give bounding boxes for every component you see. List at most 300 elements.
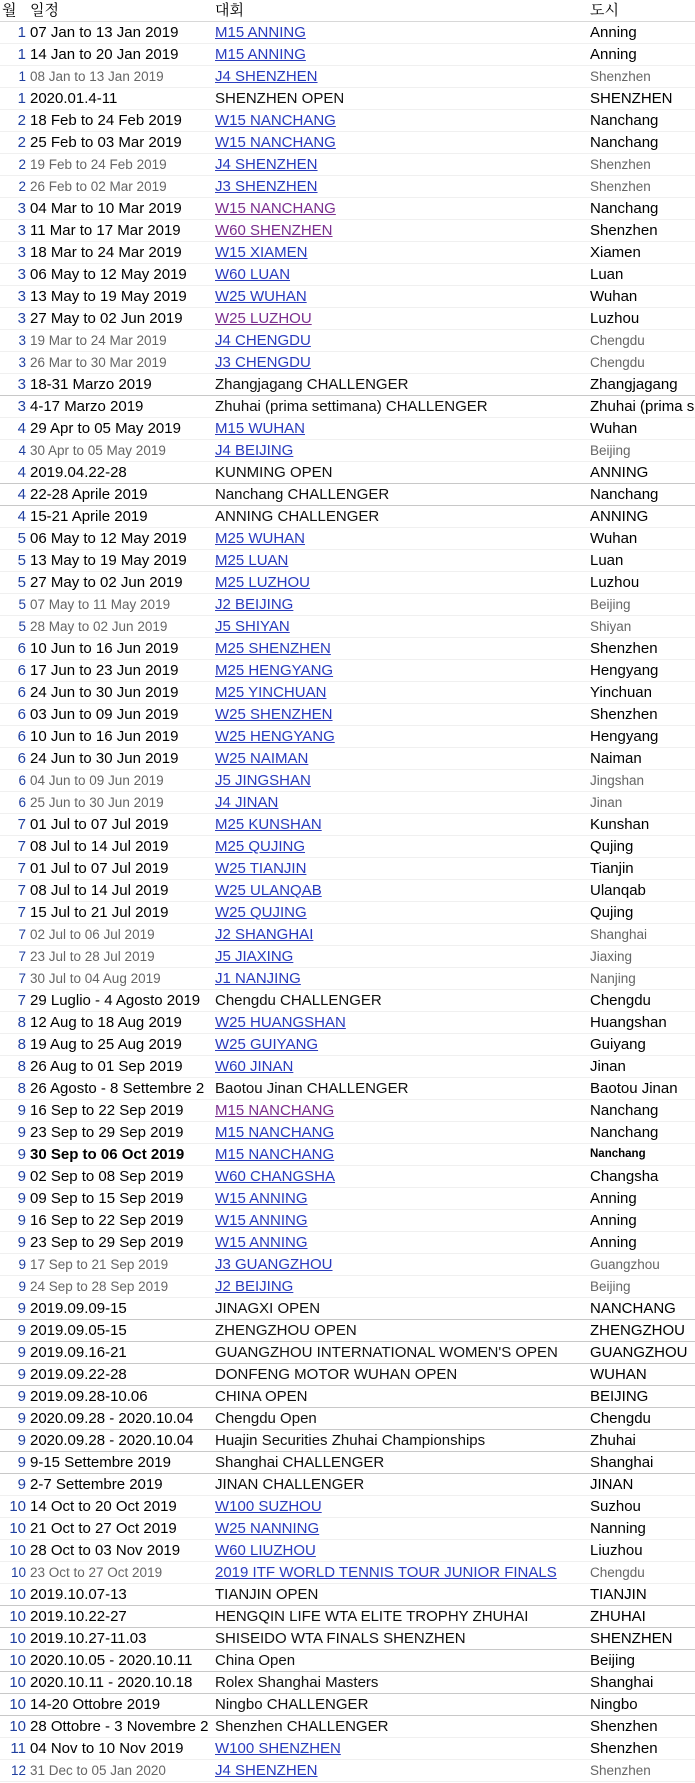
table-row <box>0 1540 695 1562</box>
tournament-link[interactable]: J4 SHENZHEN <box>215 156 318 173</box>
city-cell: Zhuhai (prima s <box>588 396 695 418</box>
month-cell: 3 <box>0 220 28 242</box>
tournament-link[interactable]: M15 ANNING <box>215 46 306 63</box>
tournament-link[interactable]: W60 LUAN <box>215 266 291 283</box>
month-cell: 9 <box>0 1100 28 1122</box>
date-cell: 22-28 Aprile 2019 <box>28 484 213 506</box>
tournament-cell <box>213 1210 588 1232</box>
month-cell: 5 <box>0 616 28 638</box>
table-row <box>0 1738 695 1760</box>
tournament-link[interactable]: M15 NANCHANG <box>215 1146 335 1163</box>
table-row <box>0 1122 695 1144</box>
table-row <box>0 594 695 616</box>
date-cell: 2020.01.4-11 <box>28 88 213 110</box>
tournament-link[interactable]: W100 SUZHOU <box>215 1498 322 1515</box>
tournament-link[interactable]: J4 CHENGDU <box>215 332 311 349</box>
table-row <box>0 1430 695 1452</box>
table-row <box>0 1716 695 1738</box>
date-cell: 2020.09.28 - 2020.10.04 <box>28 1430 213 1452</box>
tournament-link[interactable]: W25 SHENZHEN <box>215 706 333 723</box>
table-row <box>0 528 695 550</box>
tournament-cell <box>213 770 588 792</box>
city-cell: Shenzhen <box>588 176 695 198</box>
tournament-cell <box>213 1298 588 1320</box>
tournament-cell <box>213 1430 588 1452</box>
tournament-link[interactable]: J2 BEIJING <box>215 1278 294 1295</box>
month-cell: 3 <box>0 242 28 264</box>
tournament-name: JINAGXI OPEN <box>215 1300 321 1317</box>
date-cell: 28 May to 02 Jun 2019 <box>28 616 213 638</box>
tournament-link[interactable]: J3 GUANGZHOU <box>215 1256 333 1273</box>
table-row <box>0 1628 695 1650</box>
tournament-link[interactable]: W60 JINAN <box>215 1058 294 1075</box>
date-cell: 01 Jul to 07 Jul 2019 <box>28 858 213 880</box>
date-cell: 24 Sep to 28 Sep 2019 <box>28 1276 213 1298</box>
tournament-link[interactable]: M25 HENGYANG <box>215 662 334 679</box>
city-cell: Qujing <box>588 902 695 924</box>
tournament-name: ZHENGZHOU OPEN <box>215 1322 357 1339</box>
table-row <box>0 990 695 1012</box>
date-cell: 12 Aug to 18 Aug 2019 <box>28 1012 213 1034</box>
city-cell: Wuhan <box>588 418 695 440</box>
tournament-link[interactable]: W25 QUJING <box>215 904 307 921</box>
month-cell: 9 <box>0 1122 28 1144</box>
date-cell: 2019.10.22-27 <box>28 1606 213 1628</box>
header-tournament: 대회 <box>213 0 588 22</box>
city-cell: Kunshan <box>588 814 695 836</box>
date-cell: 08 Jul to 14 Jul 2019 <box>28 836 213 858</box>
table-row <box>0 176 695 198</box>
tournament-link[interactable]: W15 ANNING <box>215 1190 308 1207</box>
tournament-cell <box>213 1474 588 1496</box>
city-cell: Luzhou <box>588 572 695 594</box>
date-cell: 27 May to 02 Jun 2019 <box>28 308 213 330</box>
city-cell: Guiyang <box>588 1034 695 1056</box>
tournament-cell <box>213 484 588 506</box>
date-cell: 15-21 Aprile 2019 <box>28 506 213 528</box>
tournament-cell <box>213 308 588 330</box>
month-cell: 9 <box>0 1342 28 1364</box>
city-cell: ANNING <box>588 462 695 484</box>
table-row <box>0 1518 695 1540</box>
tournament-link[interactable]: W15 ANNING <box>215 1234 308 1251</box>
tournament-name: CHINA OPEN <box>215 1388 308 1405</box>
date-cell: 26 Feb to 02 Mar 2019 <box>28 176 213 198</box>
tournament-cell <box>213 1342 588 1364</box>
city-cell: ZHUHAI <box>588 1606 695 1628</box>
table-row <box>0 968 695 990</box>
date-cell: 02 Jul to 06 Jul 2019 <box>28 924 213 946</box>
tournament-link[interactable]: J4 SHENZHEN <box>215 68 318 85</box>
month-cell: 9 <box>0 1452 28 1474</box>
city-cell: Xiamen <box>588 242 695 264</box>
date-cell: 2019.04.22-28 <box>28 462 213 484</box>
tournament-cell <box>213 1144 588 1166</box>
header-row <box>0 0 695 22</box>
city-cell: Beijing <box>588 594 695 616</box>
date-cell: 13 May to 19 May 2019 <box>28 286 213 308</box>
month-cell: 9 <box>0 1210 28 1232</box>
month-cell: 9 <box>0 1298 28 1320</box>
tournament-cell <box>213 836 588 858</box>
month-cell: 11 <box>0 1738 28 1760</box>
date-cell: 26 Aug to 01 Sep 2019 <box>28 1056 213 1078</box>
tournament-link[interactable]: M25 YINCHUAN <box>215 684 327 701</box>
tournament-cell <box>213 1584 588 1606</box>
city-cell: Nanchang <box>588 1100 695 1122</box>
city-cell: Shenzhen <box>588 638 695 660</box>
tournament-cell <box>213 1232 588 1254</box>
tournament-link[interactable]: J5 SHIYAN <box>215 618 290 635</box>
tournament-link[interactable]: J4 JINAN <box>215 794 279 811</box>
city-cell: Luan <box>588 264 695 286</box>
month-cell: 3 <box>0 330 28 352</box>
tournament-cell <box>213 198 588 220</box>
date-cell: 25 Jun to 30 Jun 2019 <box>28 792 213 814</box>
tournament-link[interactable]: W25 HUANGSHAN <box>215 1014 346 1031</box>
city-cell: Anning <box>588 44 695 66</box>
city-cell: Anning <box>588 1210 695 1232</box>
table-row <box>0 1650 695 1672</box>
tournament-cell <box>213 1606 588 1628</box>
month-cell: 6 <box>0 748 28 770</box>
tournament-link[interactable]: W25 GUIYANG <box>215 1036 319 1053</box>
month-cell: 3 <box>0 264 28 286</box>
city-cell: Nanjing <box>588 968 695 990</box>
city-cell: Changsha <box>588 1166 695 1188</box>
city-cell: Wuhan <box>588 528 695 550</box>
tournament-name: DONFENG MOTOR WUHAN OPEN <box>215 1366 458 1383</box>
tournament-cell <box>213 396 588 418</box>
tournament-link[interactable]: J5 JINGSHAN <box>215 772 311 789</box>
month-cell: 9 <box>0 1430 28 1452</box>
date-cell: 06 May to 12 May 2019 <box>28 528 213 550</box>
tournament-link[interactable]: W25 TIANJIN <box>215 860 307 877</box>
city-cell: Anning <box>588 1188 695 1210</box>
tournament-name: Chengdu CHALLENGER <box>215 992 382 1009</box>
month-cell: 10 <box>0 1540 28 1562</box>
tournament-name: Huajin Securities Zhuhai Championships <box>215 1432 486 1449</box>
tournament-cell <box>213 1452 588 1474</box>
table-row <box>0 1100 695 1122</box>
table-row <box>0 1584 695 1606</box>
date-cell: 09 Sep to 15 Sep 2019 <box>28 1188 213 1210</box>
tournament-name: TIANJIN OPEN <box>215 1586 319 1603</box>
city-cell: Shiyan <box>588 616 695 638</box>
date-cell: 02 Sep to 08 Sep 2019 <box>28 1166 213 1188</box>
date-cell: 23 Sep to 29 Sep 2019 <box>28 1122 213 1144</box>
city-cell: Beijing <box>588 1650 695 1672</box>
tournament-link[interactable]: W15 XIAMEN <box>215 244 308 261</box>
month-cell: 9 <box>0 1254 28 1276</box>
city-cell: ANNING <box>588 506 695 528</box>
tournament-link[interactable]: M25 LUAN <box>215 552 289 569</box>
table-row <box>0 880 695 902</box>
month-cell: 6 <box>0 638 28 660</box>
city-cell: Beijing <box>588 1276 695 1298</box>
month-cell: 1 <box>0 66 28 88</box>
date-cell: 04 Jun to 09 Jun 2019 <box>28 770 213 792</box>
tournament-link[interactable]: 2019 ITF WORLD TENNIS TOUR JUNIOR FINALS <box>215 1564 557 1581</box>
city-cell: Shenzhen <box>588 66 695 88</box>
table-row <box>0 1694 695 1716</box>
tournament-link[interactable]: J2 BEIJING <box>215 596 294 613</box>
city-cell: TIANJIN <box>588 1584 695 1606</box>
date-cell: 23 Sep to 29 Sep 2019 <box>28 1232 213 1254</box>
table-row <box>0 616 695 638</box>
date-cell: 10 Jun to 16 Jun 2019 <box>28 726 213 748</box>
tournament-cell <box>213 1078 588 1100</box>
tournament-link[interactable]: J2 SHANGHAI <box>215 926 314 943</box>
tournament-cell <box>213 1760 588 1782</box>
month-cell: 8 <box>0 1056 28 1078</box>
month-cell: 10 <box>0 1496 28 1518</box>
tournament-link[interactable]: W100 SHENZHEN <box>215 1740 341 1757</box>
table-row <box>0 1144 695 1166</box>
tournament-link[interactable]: W60 LIUZHOU <box>215 1542 316 1559</box>
city-cell: BEIJING <box>588 1386 695 1408</box>
tournament-link[interactable]: M15 ANNING <box>215 24 306 41</box>
table-row <box>0 374 695 396</box>
table-row <box>0 396 695 418</box>
date-cell: 04 Nov to 10 Nov 2019 <box>28 1738 213 1760</box>
month-cell: 10 <box>0 1562 28 1584</box>
city-cell: Shenzhen <box>588 154 695 176</box>
table-row <box>0 132 695 154</box>
tournament-cell <box>213 528 588 550</box>
date-cell: 13 May to 19 May 2019 <box>28 550 213 572</box>
tournament-link[interactable]: W15 NANCHANG <box>215 112 336 129</box>
tournament-link[interactable]: W25 WUHAN <box>215 288 307 305</box>
month-cell: 2 <box>0 132 28 154</box>
tournament-cell <box>213 242 588 264</box>
tournament-name: HENGQIN LIFE WTA ELITE TROPHY ZHUHAI <box>215 1608 529 1625</box>
month-cell: 6 <box>0 770 28 792</box>
month-cell: 8 <box>0 1034 28 1056</box>
date-cell: 2019.10.07-13 <box>28 1584 213 1606</box>
tournament-link[interactable]: W25 ULANQAB <box>215 882 322 899</box>
table-row <box>0 572 695 594</box>
date-cell: 08 Jan to 13 Jan 2019 <box>28 66 213 88</box>
table-row <box>0 1562 695 1584</box>
city-cell: Baotou Jinan <box>588 1078 695 1100</box>
date-cell: 14-20 Ottobre 2019 <box>28 1694 213 1716</box>
tournament-link[interactable]: J4 SHENZHEN <box>215 1762 318 1779</box>
date-cell: 11 Mar to 17 Mar 2019 <box>28 220 213 242</box>
city-cell: Liuzhou <box>588 1540 695 1562</box>
date-cell: 16 Sep to 22 Sep 2019 <box>28 1100 213 1122</box>
table-row <box>0 462 695 484</box>
tournament-link[interactable]: J4 BEIJING <box>215 442 294 459</box>
date-cell: 07 Jan to 13 Jan 2019 <box>28 22 213 44</box>
date-cell: 2-7 Settembre 2019 <box>28 1474 213 1496</box>
date-cell: 21 Oct to 27 Oct 2019 <box>28 1518 213 1540</box>
tournament-link[interactable]: M15 NANCHANG <box>215 1124 335 1141</box>
city-cell: Qujing <box>588 836 695 858</box>
date-cell: 06 May to 12 May 2019 <box>28 264 213 286</box>
table-row <box>0 286 695 308</box>
month-cell: 10 <box>0 1628 28 1650</box>
month-cell: 7 <box>0 836 28 858</box>
month-cell: 2 <box>0 176 28 198</box>
tournament-link[interactable]: M25 SHENZHEN <box>215 640 331 657</box>
table-row <box>0 550 695 572</box>
month-cell: 3 <box>0 352 28 374</box>
tournament-cell <box>213 110 588 132</box>
tournament-cell <box>213 946 588 968</box>
month-cell: 5 <box>0 550 28 572</box>
date-cell: 29 Luglio - 4 Agosto 2019 <box>28 990 213 1012</box>
tournament-cell <box>213 462 588 484</box>
table-row <box>0 484 695 506</box>
table-row <box>0 638 695 660</box>
table-row <box>0 1606 695 1628</box>
table-row <box>0 88 695 110</box>
table-row <box>0 1320 695 1342</box>
date-cell: 2019.09.28-10.06 <box>28 1386 213 1408</box>
tournament-cell <box>213 748 588 770</box>
month-cell: 7 <box>0 858 28 880</box>
tournament-name: Baotou Jinan CHALLENGER <box>215 1080 409 1097</box>
city-cell: Naiman <box>588 748 695 770</box>
date-cell: 14 Jan to 20 Jan 2019 <box>28 44 213 66</box>
table-row <box>0 1210 695 1232</box>
tournament-link[interactable]: W25 NAIMAN <box>215 750 309 767</box>
date-cell: 16 Sep to 22 Sep 2019 <box>28 1210 213 1232</box>
tournament-name: SHISEIDO WTA FINALS SHENZHEN <box>215 1630 466 1647</box>
table-row <box>0 726 695 748</box>
month-cell: 8 <box>0 1078 28 1100</box>
month-cell: 4 <box>0 484 28 506</box>
month-cell: 10 <box>0 1518 28 1540</box>
table-row <box>0 858 695 880</box>
table-row <box>0 946 695 968</box>
tournament-link[interactable]: W25 NANNING <box>215 1520 320 1537</box>
date-cell: 2020.09.28 - 2020.10.04 <box>28 1408 213 1430</box>
month-cell: 9 <box>0 1320 28 1342</box>
tournament-name: China Open <box>215 1652 296 1669</box>
tournament-cell <box>213 1716 588 1738</box>
city-cell: Zhangjagang <box>588 374 695 396</box>
month-cell: 10 <box>0 1716 28 1738</box>
city-cell: Shenzhen <box>588 1716 695 1738</box>
tournament-cell <box>213 440 588 462</box>
tournament-cell <box>213 88 588 110</box>
city-cell: Shenzhen <box>588 220 695 242</box>
tournament-link[interactable]: M15 NANCHANG <box>215 1102 335 1119</box>
month-cell: 9 <box>0 1364 28 1386</box>
tournament-cell <box>213 1122 588 1144</box>
tournament-cell <box>213 1540 588 1562</box>
tournament-cell <box>213 880 588 902</box>
tournament-link[interactable]: W60 SHENZHEN <box>215 222 333 239</box>
tournament-cell <box>213 22 588 44</box>
table-row <box>0 748 695 770</box>
date-cell: 24 Jun to 30 Jun 2019 <box>28 748 213 770</box>
tournament-link[interactable]: M25 KUNSHAN <box>215 816 322 833</box>
tournament-cell <box>213 924 588 946</box>
city-cell: Jingshan <box>588 770 695 792</box>
table-row <box>0 506 695 528</box>
city-cell: Yinchuan <box>588 682 695 704</box>
table-row <box>0 154 695 176</box>
table-row <box>0 924 695 946</box>
date-cell: 2019.09.09-15 <box>28 1298 213 1320</box>
date-cell: 23 Oct to 27 Oct 2019 <box>28 1562 213 1584</box>
month-cell: 4 <box>0 440 28 462</box>
tournament-cell <box>213 132 588 154</box>
tournament-link[interactable]: W15 ANNING <box>215 1212 308 1229</box>
month-cell: 6 <box>0 792 28 814</box>
tournament-cell <box>213 176 588 198</box>
table-row <box>0 242 695 264</box>
city-cell: Shanghai <box>588 1452 695 1474</box>
date-cell: 4-17 Marzo 2019 <box>28 396 213 418</box>
tournament-link[interactable]: W25 HENGYANG <box>215 728 335 745</box>
month-cell: 8 <box>0 1012 28 1034</box>
tournament-link[interactable]: J1 NANJING <box>215 970 301 987</box>
tournament-cell <box>213 1562 588 1584</box>
tournament-link[interactable]: M15 WUHAN <box>215 420 306 437</box>
tournament-link[interactable]: M25 LUZHOU <box>215 574 311 591</box>
tournament-link[interactable]: M25 QUJING <box>215 838 306 855</box>
table-row <box>0 1232 695 1254</box>
tournament-link[interactable]: J5 JIAXING <box>215 948 294 965</box>
month-cell: 7 <box>0 924 28 946</box>
table-row <box>0 110 695 132</box>
tournament-link[interactable]: J3 CHENGDU <box>215 354 311 371</box>
table-body <box>0 22 695 1782</box>
tournament-link[interactable]: W15 NANCHANG <box>215 200 336 217</box>
tournament-cell <box>213 1738 588 1760</box>
month-cell: 3 <box>0 396 28 418</box>
tournament-name: Chengdu Open <box>215 1410 317 1427</box>
month-cell: 4 <box>0 506 28 528</box>
month-cell: 1 <box>0 88 28 110</box>
tournament-link[interactable]: M25 WUHAN <box>215 530 306 547</box>
date-cell: 30 Sep to 06 Oct 2019 <box>28 1144 213 1166</box>
tournament-link[interactable]: J3 SHENZHEN <box>215 178 318 195</box>
tournament-cell <box>213 1166 588 1188</box>
month-cell: 2 <box>0 110 28 132</box>
tournament-cell <box>213 264 588 286</box>
month-cell: 2 <box>0 154 28 176</box>
table-row <box>0 1760 695 1782</box>
table-row <box>0 836 695 858</box>
date-cell: 15 Jul to 21 Jul 2019 <box>28 902 213 924</box>
tournament-link[interactable]: W15 NANCHANG <box>215 134 336 151</box>
month-cell: 6 <box>0 704 28 726</box>
tournament-cell <box>213 1694 588 1716</box>
date-cell: 19 Mar to 24 Mar 2019 <box>28 330 213 352</box>
tournament-link[interactable]: W25 LUZHOU <box>215 310 312 327</box>
tournament-cell <box>213 638 588 660</box>
tournament-link[interactable]: W60 CHANGSHA <box>215 1168 336 1185</box>
city-cell: Shenzhen <box>588 1760 695 1782</box>
table-row <box>0 220 695 242</box>
table-row <box>0 1342 695 1364</box>
date-cell: 04 Mar to 10 Mar 2019 <box>28 198 213 220</box>
tournament-name: Ningbo CHALLENGER <box>215 1696 369 1713</box>
month-cell: 7 <box>0 990 28 1012</box>
table-row <box>0 418 695 440</box>
tournament-name: Zhuhai (prima settimana) CHALLENGER <box>215 398 488 415</box>
header-city: 도시 <box>588 0 695 22</box>
month-cell: 7 <box>0 880 28 902</box>
city-cell: Luzhou <box>588 308 695 330</box>
tournament-cell <box>213 1650 588 1672</box>
table-row <box>0 440 695 462</box>
